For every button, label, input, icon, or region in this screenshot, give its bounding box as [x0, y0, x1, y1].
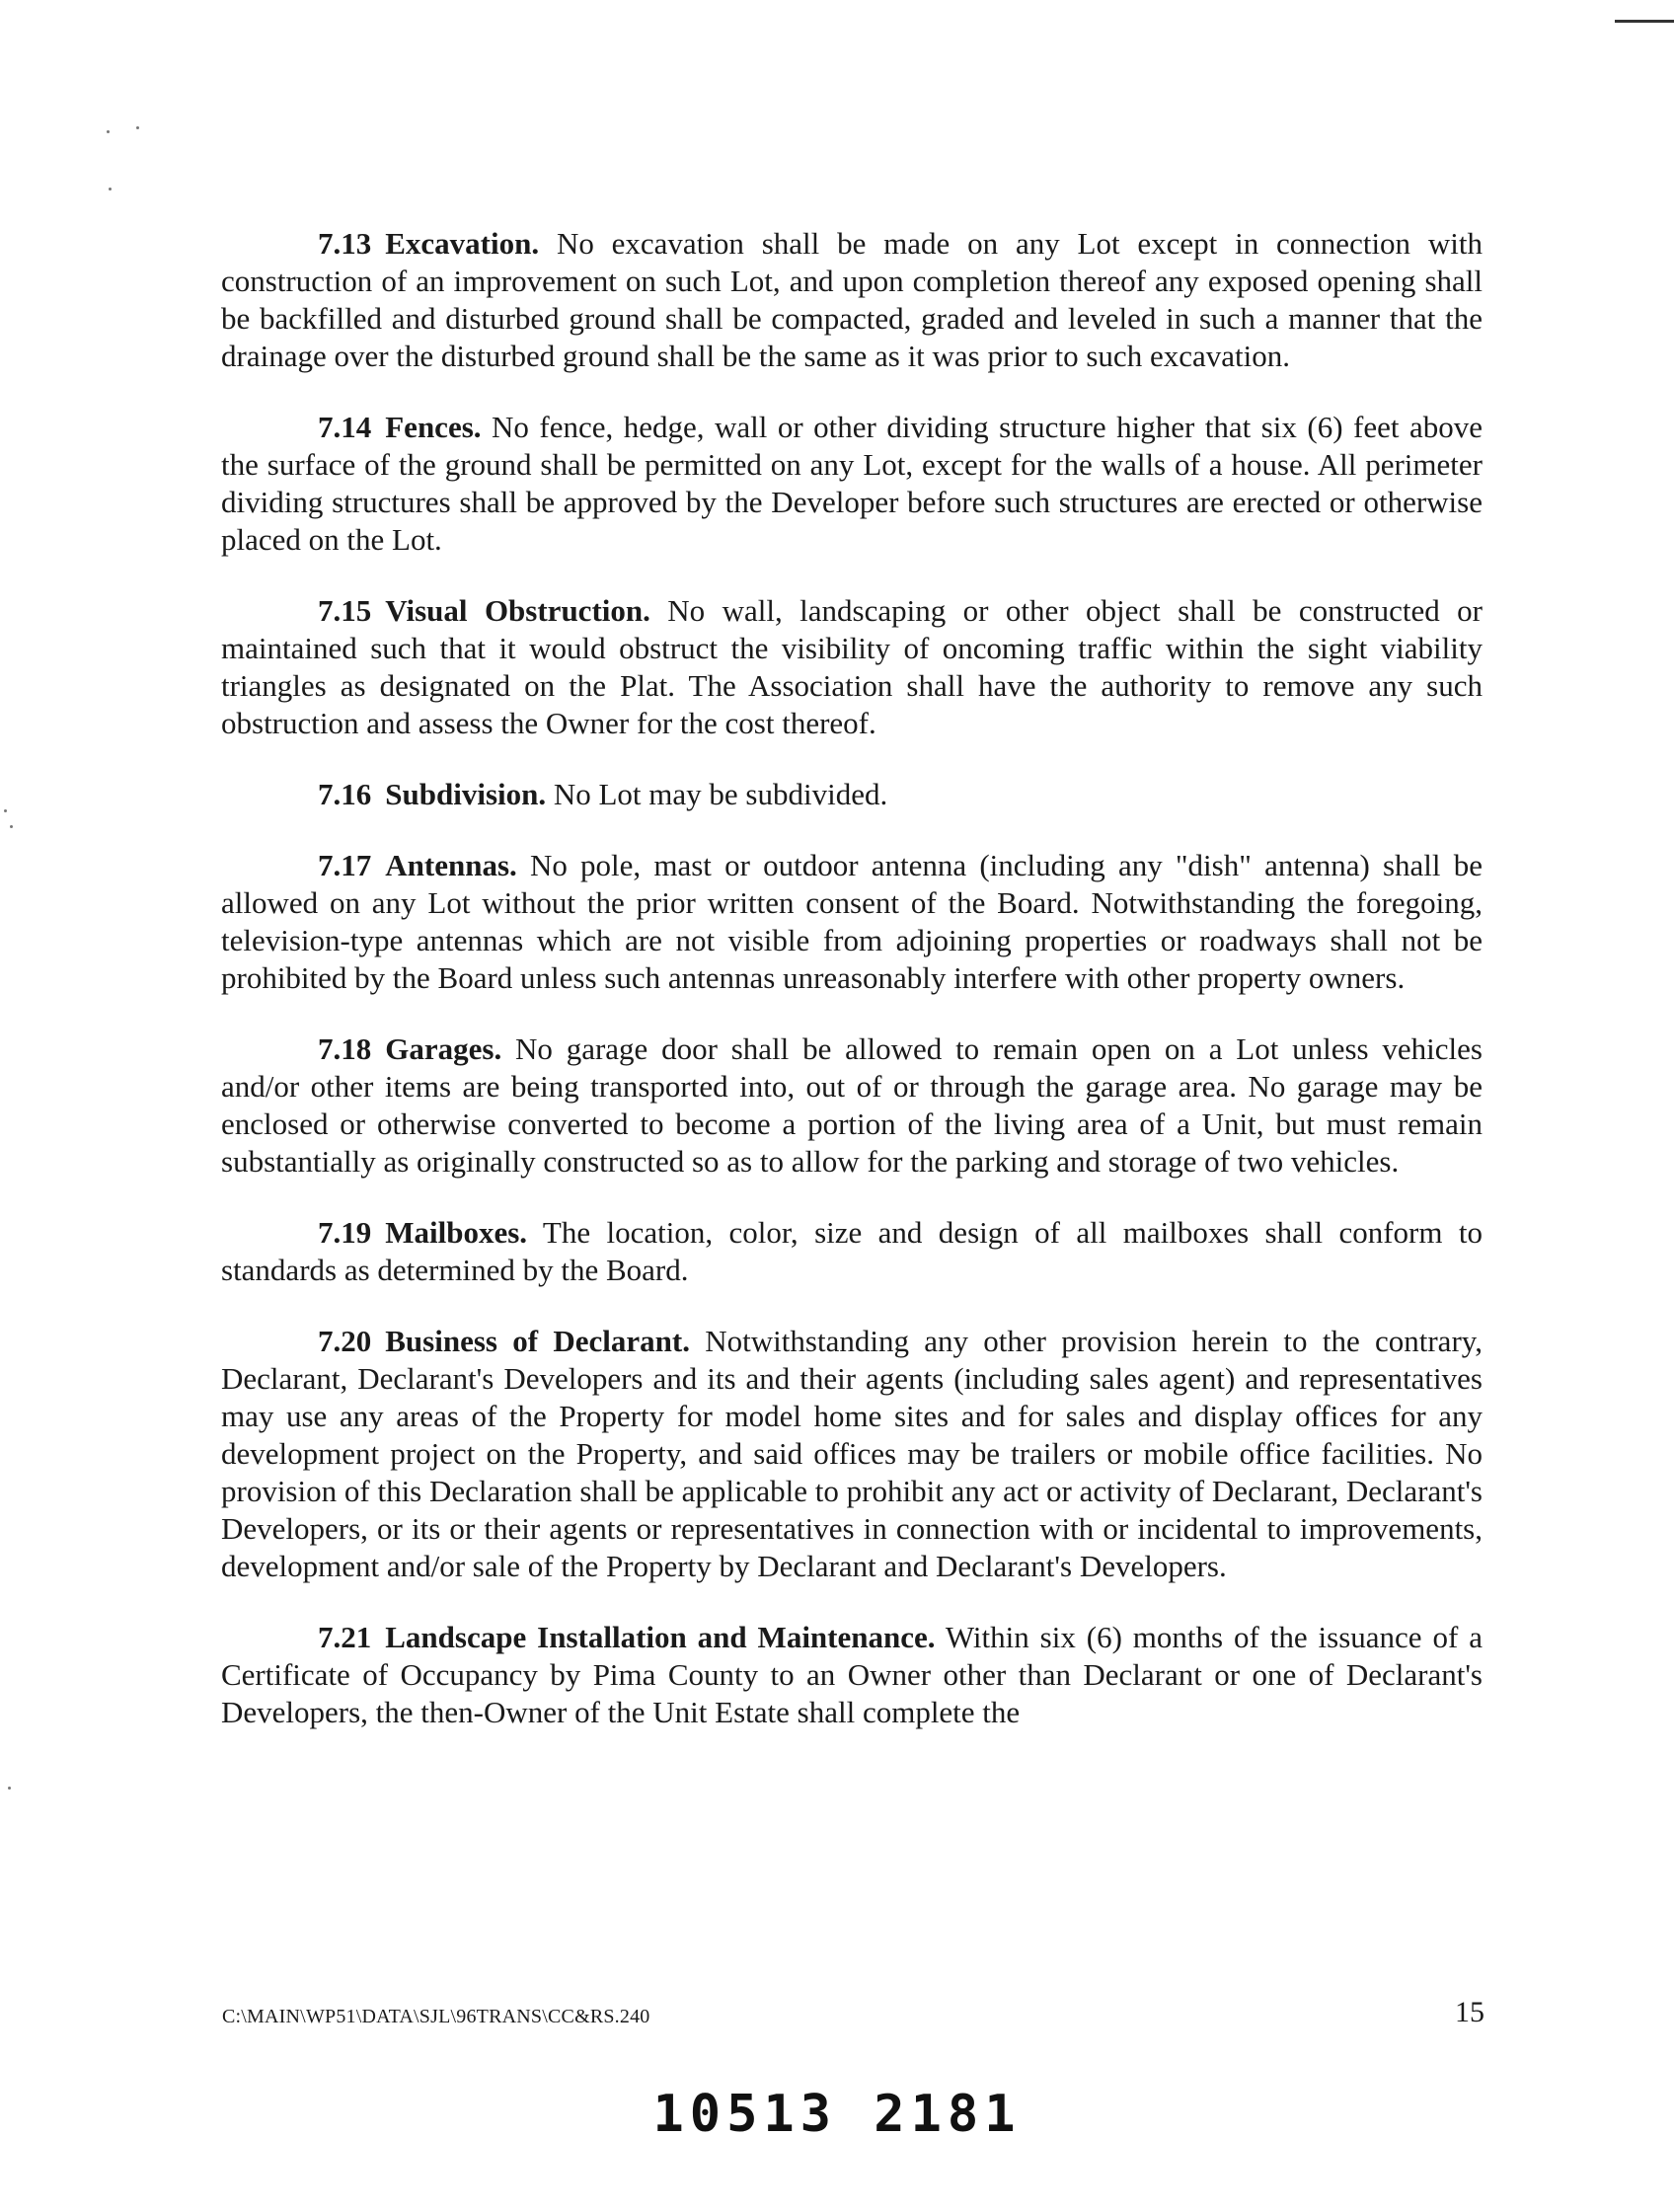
- section-number: 7.20: [318, 1324, 372, 1358]
- document-body: [221, 225, 1483, 1765]
- section-7-13: [221, 225, 1483, 375]
- scan-speck: [4, 809, 7, 812]
- section-number: 7.21: [318, 1620, 372, 1654]
- section-7-15: [221, 592, 1483, 742]
- section-text: No Lot may be subdivided.: [546, 777, 888, 811]
- section-7-20: [221, 1323, 1483, 1585]
- section-7-14: [221, 409, 1483, 559]
- section-7-21: [221, 1619, 1483, 1731]
- section-title: Subdivision.: [385, 777, 547, 811]
- section-7-17: [221, 847, 1483, 997]
- section-number: 7.14: [318, 410, 372, 444]
- section-title: Garages.: [385, 1031, 502, 1066]
- section-title: Business of Declarant.: [385, 1324, 690, 1358]
- scan-speck: [136, 126, 139, 129]
- recording-stamp: 10513 2181: [652, 2085, 1022, 2144]
- section-number: 7.17: [318, 848, 372, 882]
- section-text: No fence, hedge, wall or other dividing structure higher that six (6) feet above the surface of the ground shall be permitted on any Lot, except for the walls of a house. All perimeter dividing structures shall be approved by the Developer before such structures are erected or otherwise placed on the Lot.: [221, 410, 1483, 557]
- section-number: 7.16: [318, 777, 372, 811]
- section-title: Mailboxes.: [385, 1215, 528, 1250]
- section-number: 7.13: [318, 226, 372, 261]
- section-text: Within six (6) months of the issuance of a Certificate of Occupancy by Pima County to an Owner other than Declarant or one of Declarant's Developers, the then-Owner of the Unit Estate shall complete the: [221, 1620, 1483, 1729]
- section-number: 7.15: [318, 593, 372, 628]
- section-text: No wall, landscaping or other object shall be constructed or maintained such that it would obstruct the visibility of oncoming traffic within the sight viability triangles as designated on the Plat. The Association shall have the authority to remove any such obstruction and assess the Owner for the cost thereof.: [221, 593, 1483, 740]
- section-text: The location, color, size and design of all mailboxes shall conform to standards as determined by the Board.: [221, 1215, 1483, 1287]
- footer-file-path: C:\MAIN\WP51\DATA\SJL\96TRANS\CC&RS.240: [222, 2006, 650, 2027]
- scan-speck: [107, 130, 110, 133]
- section-text: Notwithstanding any other provision herein to the contrary, Declarant, Declarant's Developers and its and their agents (including sales agent) and representatives may use any areas of the Property for model home sites and for sales and display offices for any development project on the Property, and said offices may be trailers or mobile office facilities. No provision of this Declaration shall be applicable to prohibit any act or activity of Declarant, Declarant's Developers, or its or their agents or representatives in connection with or incidental to improvements, development and/or sale of the Property by Declarant and Declarant's Developers.: [221, 1324, 1484, 1583]
- section-title: Excavation.: [385, 226, 540, 261]
- section-number: 7.19: [318, 1215, 372, 1250]
- section-7-19: [221, 1214, 1483, 1289]
- section-title: Fences.: [385, 410, 482, 444]
- section-title: Visual Obstruction.: [385, 593, 650, 628]
- corner-scan-mark: [1615, 20, 1674, 23]
- scan-speck: [10, 825, 13, 828]
- scan-speck: [8, 1787, 11, 1790]
- page-number: 15: [1455, 1996, 1484, 2028]
- section-7-16: [221, 776, 1483, 813]
- section-number: 7.18: [318, 1031, 372, 1066]
- section-text: No excavation shall be made on any Lot except in connection with construction of an improvement on such Lot, and upon completion thereof any exposed opening shall be backfilled and disturbed ground shall be compacted, graded and leveled in such a manner that the drainage over the disturbed ground shall be the same as it was prior to such excavation.: [221, 226, 1483, 373]
- section-text: No pole, mast or outdoor antenna (including any "dish" antenna) shall be allowed on any Lot without the prior written consent of the Board. Notwithstanding the foregoing, television-type antennas which are not visible from adjoining properties or roadways shall not be prohibited by the Board unless such antennas unreasonably interfere with other property owners.: [221, 848, 1483, 995]
- scan-speck: [109, 188, 112, 191]
- section-title: Antennas.: [385, 848, 517, 882]
- section-title: Landscape Installation and Maintenance.: [385, 1620, 936, 1654]
- section-7-18: [221, 1030, 1483, 1181]
- section-text: No garage door shall be allowed to remain open on a Lot unless vehicles and/or other items are being transported into, out of or through the garage area. No garage may be enclosed or otherwise converted to become a portion of the living area of a Unit, but must remain substantially as originally constructed so as to allow for the parking and storage of two vehicles.: [221, 1031, 1483, 1179]
